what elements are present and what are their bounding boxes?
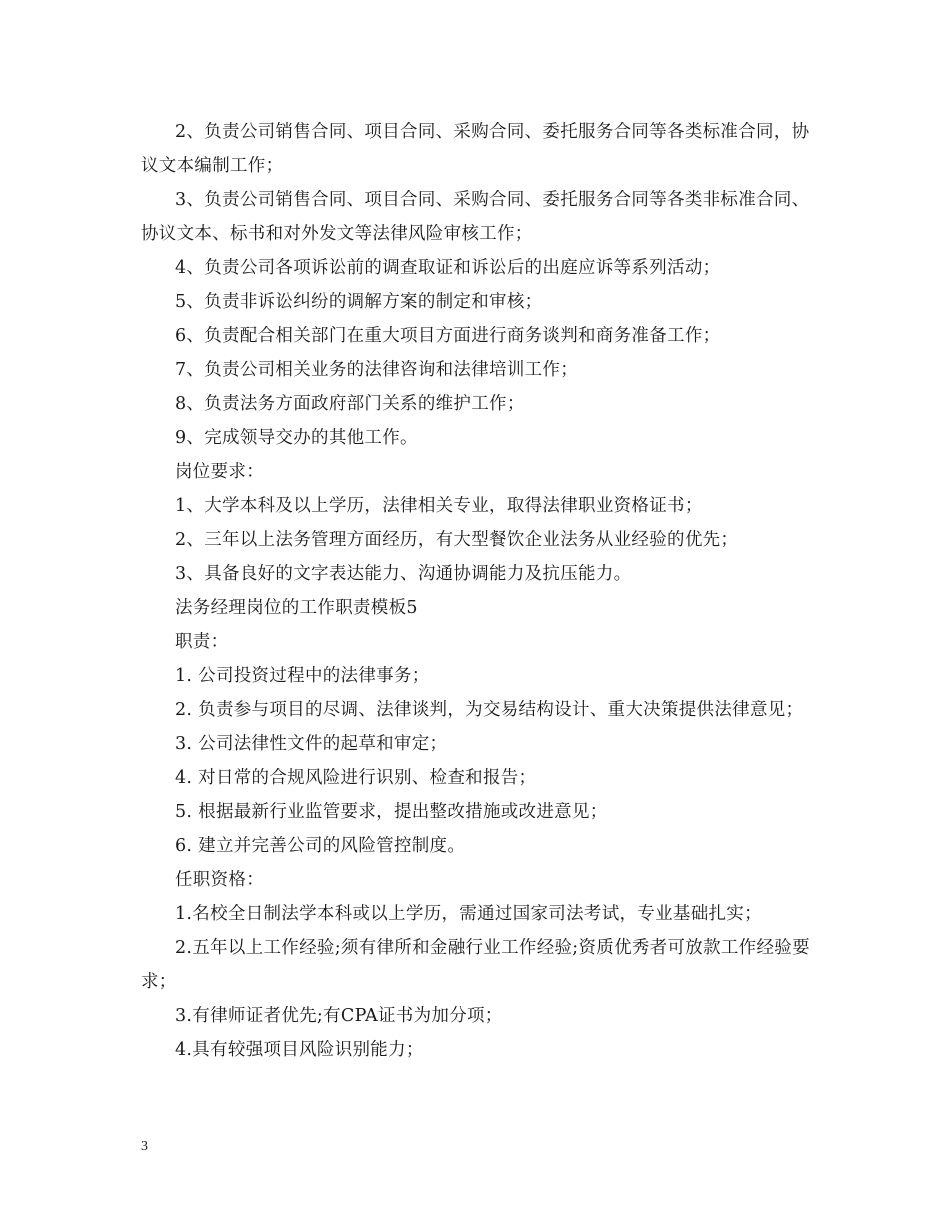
paragraph-duty-2: 2、负责公司销售合同、项目合同、采购合同、委托服务合同等各类标准合同，协议文本编制工作； [141, 122, 810, 176]
paragraph-requirement-3: 3、具备良好的文字表达能力、沟通协调能力及抗压能力。 [175, 564, 632, 584]
paragraph-t5-duty-2: 2. 负责参与项目的尽调、法律谈判，为交易结构设计、重大决策提供法律意见； [175, 700, 804, 720]
section-title-template-5: 法务经理岗位的工作职责模板5 [175, 598, 418, 618]
paragraph-duty-5: 5、负责非诉讼纠纷的调解方案的制定和审核； [175, 292, 543, 312]
paragraph-requirement-2: 2、三年以上法务管理方面经历，有大型餐饮企业法务从业经验的优先； [175, 530, 739, 550]
paragraph-requirement-1: 1、大学本科及以上学历，法律相关专业，取得法律职业资格证书； [175, 496, 703, 516]
heading-job-requirements: 岗位要求： [175, 462, 264, 482]
paragraph-qualification-4: 4.具有较强项目风险识别能力； [175, 1040, 424, 1060]
paragraph-duty-7: 7、负责公司相关业务的法律咨询和法律培训工作； [175, 360, 579, 380]
paragraph-duty-9: 9、完成领导交办的其他工作。 [175, 428, 418, 448]
document-body [141, 115, 821, 1067]
paragraph-t5-duty-6: 6. 建立并完善公司的风险管控制度。 [175, 836, 466, 856]
paragraph-qualification-1: 1.名校全日制法学本科或以上学历，需通过国家司法考试，专业基础扎实； [175, 904, 762, 924]
paragraph-qualification-2: 2.五年以上工作经验;须有律所和金融行业工作经验;资质优秀者可放款工作经验要求； [141, 938, 810, 992]
heading-qualifications: 任职资格： [175, 870, 264, 890]
heading-duties: 职责： [175, 632, 229, 652]
paragraph-duty-6: 6、负责配合相关部门在重大项目方面进行商务谈判和商务准备工作； [175, 326, 721, 346]
page-number: 3 [141, 1139, 148, 1154]
paragraph-t5-duty-4: 4. 对日常的合规风险进行识别、检查和报告； [175, 768, 537, 788]
paragraph-t5-duty-5: 5. 根据最新行业监管要求，提出整改措施或改进意见； [175, 802, 608, 822]
paragraph-qualification-3: 3.有律师证者优先;有CPA证书为加分项； [175, 1006, 503, 1026]
paragraph-duty-3: 3、负责公司销售合同、项目合同、采购合同、委托服务合同等各类非标准合同、协议文本、标书和对外发文等法律风险审核工作； [141, 190, 810, 244]
paragraph-duty-4: 4、负责公司各项诉讼前的调查取证和诉讼后的出庭应诉等系列活动； [175, 258, 721, 278]
paragraph-duty-8: 8、负责法务方面政府部门关系的维护工作； [175, 394, 525, 414]
paragraph-t5-duty-3: 3. 公司法律性文件的起草和审定； [175, 734, 448, 754]
paragraph-t5-duty-1: 1. 公司投资过程中的法律事务； [175, 666, 430, 686]
